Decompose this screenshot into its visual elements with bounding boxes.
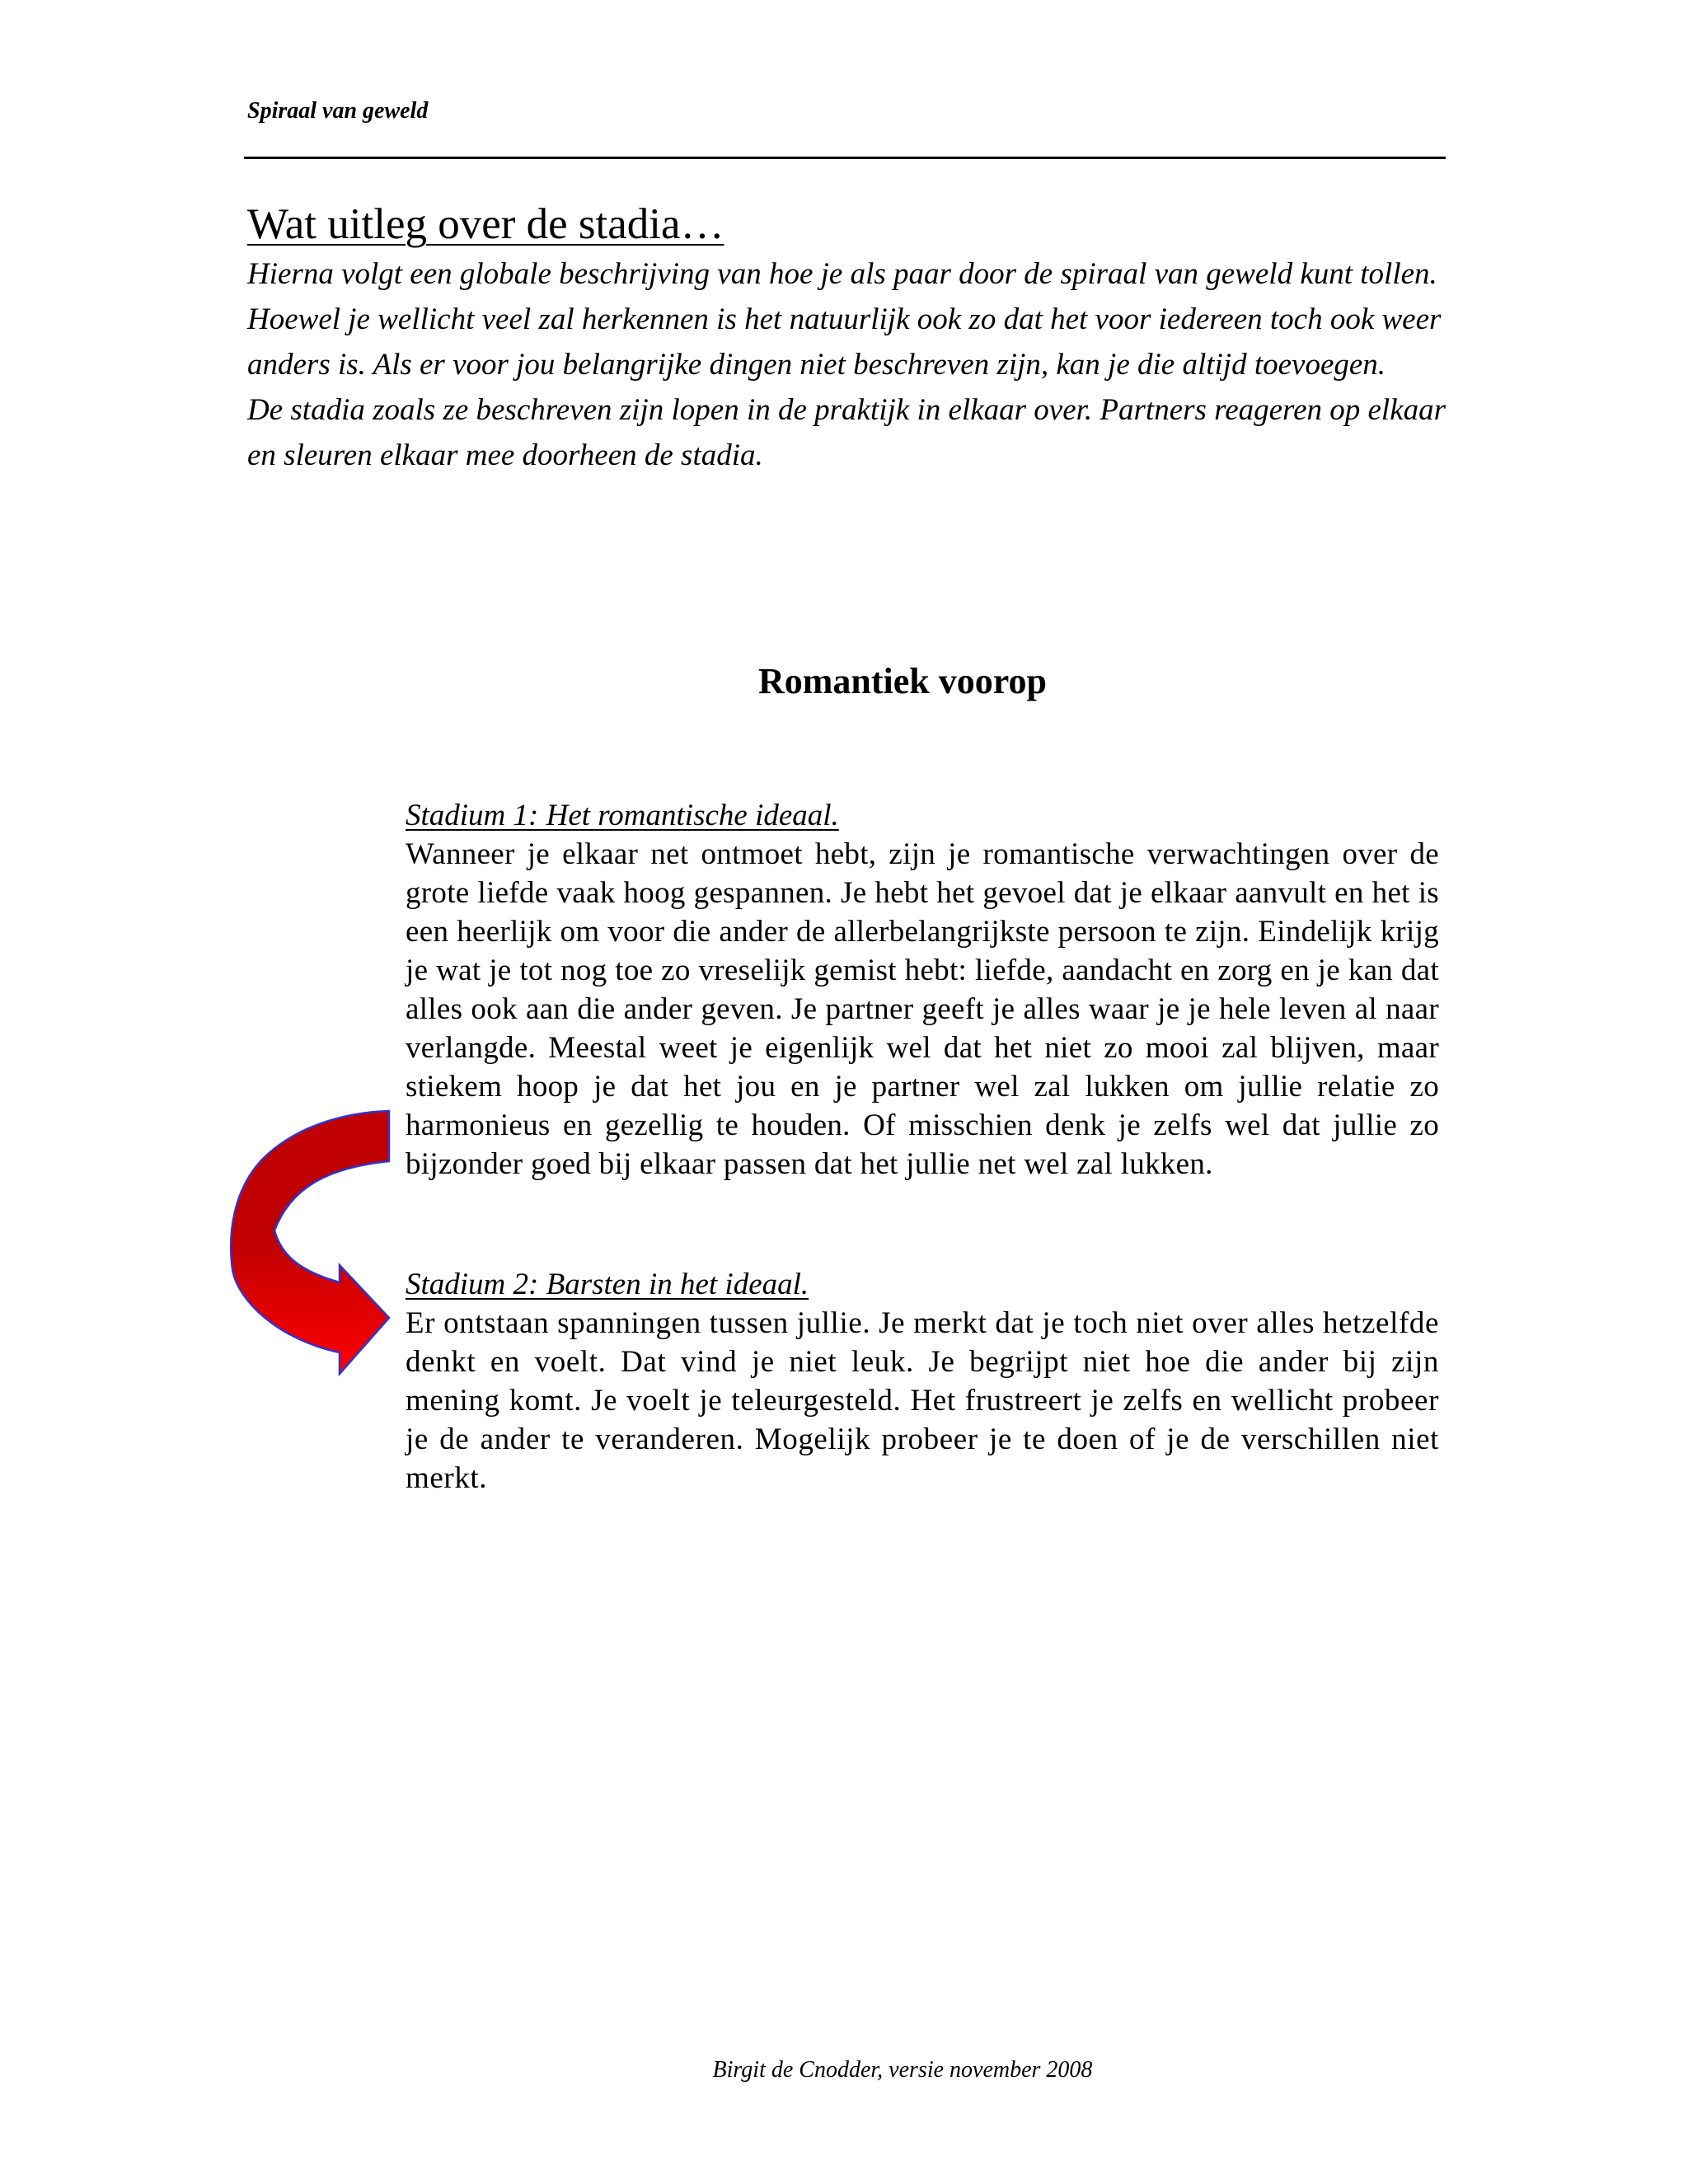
- stage-2-heading: Stadium 2: Barsten in het ideaal.: [406, 1268, 809, 1301]
- stage-2-body: Er ontstaan spanningen tussen jullie. Je merkt dat je toch niet over alles hetzelfde denkt en voelt. Dat vind je niet leuk. Je begrijpt niet hoe die ander bij zijn mening komt. Je voelt je teleurgesteld. Het frustreert je zelfs en wellicht probeer je de ander te veranderen. Mogelijk probeer je te doen of je de verschillen niet merkt.: [406, 1306, 1439, 1495]
- stage-1: [406, 796, 1439, 1183]
- section-title: Wat uitleg over de stadia…: [247, 200, 724, 248]
- chapter-title: Romantiek voorop: [758, 661, 1047, 701]
- stage-1-body: Wanneer je elkaar net ontmoet hebt, zijn je romantische verwachtingen over de grote liefde vaak hoog gespannen. Je hebt het gevoel dat je elkaar aanvult en het is een heerlijk om voor die ander de allerbelangrijkste persoon te zijn. Eindelijk krijg je wat je tot nog toe zo vreselijk gemist hebt: liefde, aandacht en zorg en je kan dat alles ook aan die ander geven. Je partner geeft je alles waar je je hele leven al naar verlangde. Meestal weet je eigenlijk wel dat het niet zo mooi zal blijven, maar stiekem hoop je dat het jou en je partner wel zal lukken om jullie relatie zo harmonieus en gezellig te houden. Of misschien denk je zelfs wel dat jullie zo bijzonder goed bij elkaar passen dat het jullie net wel zal lukken.: [406, 837, 1439, 1181]
- stage-1-heading: Stadium 1: Het romantische ideaal.: [406, 799, 839, 832]
- intro-line: De stadia zoals ze beschreven zijn lopen in de praktijk in elkaar over. Partners reageren op elkaar: [247, 393, 1447, 427]
- page-footer: Birgit de Cnodder, versie november 2008: [712, 2057, 1093, 2083]
- running-header: Spiraal van geweld: [247, 98, 429, 124]
- intro-line: en sleuren elkaar mee doorheen de stadia.: [247, 438, 763, 472]
- intro-paragraph: [247, 251, 1566, 478]
- stage-2: [406, 1265, 1439, 1497]
- intro-line: Hierna volgt een globale beschrijving van hoe je als paar door de spiraal van geweld kunt tollen.: [247, 257, 1437, 291]
- intro-line: anders is. Als er voor jou belangrijke dingen niet beschreven zijn, kan je die altijd toevoegen.: [247, 348, 1386, 382]
- curved-arrow-shape: [231, 1111, 389, 1374]
- header-rule: [244, 157, 1446, 159]
- intro-line: Hoewel je wellicht veel zal herkennen is het natuurlijk ook zo dat het voor iedereen toch ook weer: [247, 302, 1442, 336]
- curved-arrow-icon: [227, 1108, 409, 1380]
